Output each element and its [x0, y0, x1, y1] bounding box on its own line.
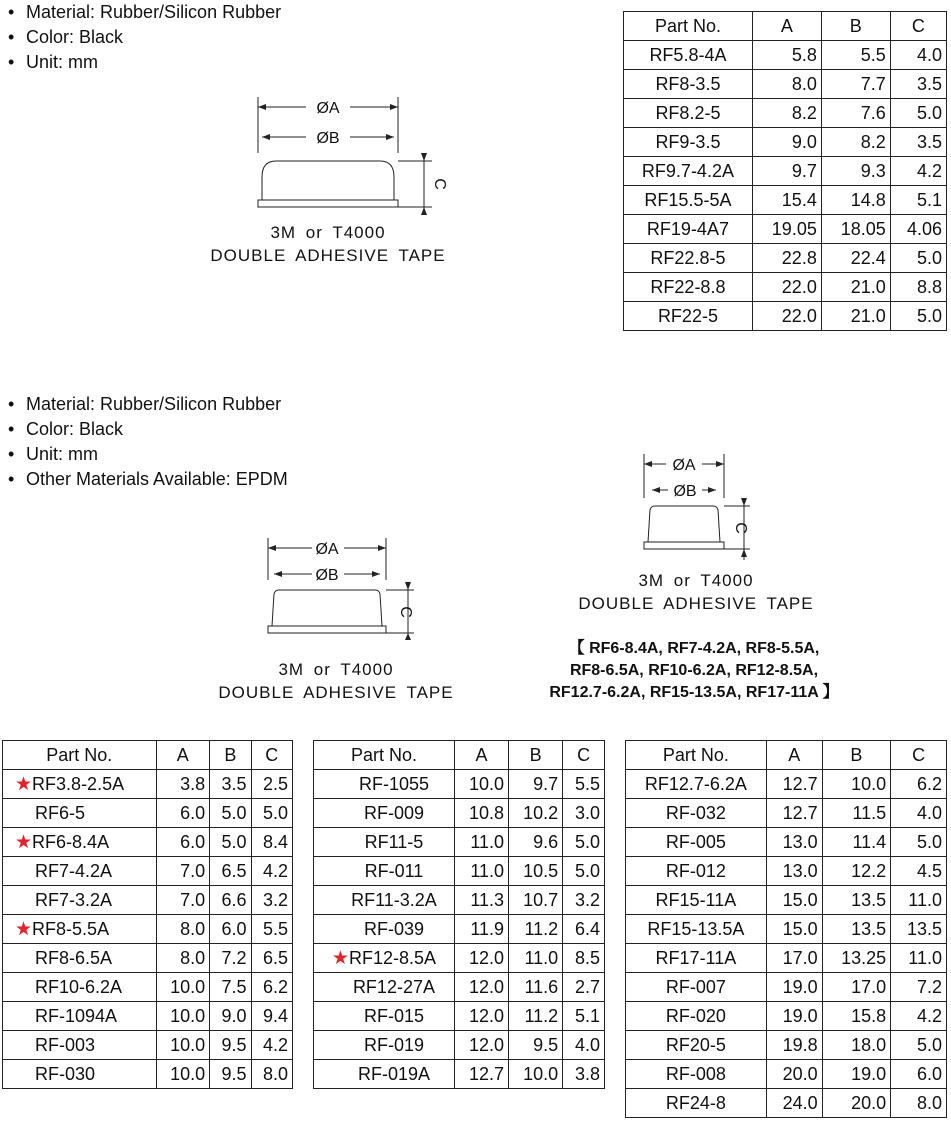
table-row: [314, 915, 605, 944]
cell-dim-b: 9.3: [821, 157, 890, 186]
cell-part-no: RF-008: [626, 1060, 767, 1089]
cell-dim-b: 9.0: [210, 1002, 251, 1031]
cell-dim-c: 6.5: [251, 944, 292, 973]
cell-dim-b: 6.5: [210, 857, 251, 886]
cell-dim-c: 3.5: [890, 70, 946, 99]
cell-dim-c: 3.2: [251, 886, 292, 915]
header-part-no: Part No.: [626, 741, 767, 770]
bottom-spec-list: [0, 392, 288, 492]
models-line: RF8-6.5A, RF10-6.2A, RF12-8.5A,: [569, 662, 819, 679]
cell-part-no: RF12.7-6.2A: [626, 770, 767, 799]
cell-dim-c: 13.5: [891, 915, 947, 944]
cell-dim-c: 8.0: [891, 1089, 947, 1118]
table-row: [314, 1002, 605, 1031]
table-row: [626, 1089, 947, 1118]
header-dim-a: A: [752, 12, 821, 41]
cell-dim-b: 22.4: [821, 244, 890, 273]
cell-dim-c: 3.2: [563, 886, 605, 915]
cell-dim-a: 8.0: [156, 915, 210, 944]
cell-dim-a: 12.7: [766, 770, 822, 799]
tape-brand-line: 3M or T4000: [638, 571, 754, 590]
header-dim-b: B: [822, 741, 891, 770]
header-dim-a: A: [766, 741, 822, 770]
table-row: [3, 828, 293, 857]
cell-dim-a: 22.8: [752, 244, 821, 273]
table-row: [314, 973, 605, 1002]
cell-part-no: RF5.8-4A: [624, 41, 753, 70]
cell-dim-b: 18.0: [822, 1031, 891, 1060]
tape-brand-line: 3M or T4000: [270, 223, 386, 242]
cell-dim-c: 4.06: [890, 215, 946, 244]
cell-dim-a: 12.0: [454, 1031, 508, 1060]
cell-dim-a: 10.0: [156, 1031, 210, 1060]
cell-dim-a: 10.0: [454, 770, 508, 799]
cell-part-no: RF-005: [626, 828, 767, 857]
bottom-left-tape-label: [198, 658, 474, 704]
spec-material: • Material: Rubber/Silicon Rubber: [0, 392, 288, 417]
table-header-row: [314, 741, 605, 770]
table-row: [3, 886, 293, 915]
header-dim-c: C: [890, 12, 946, 41]
cell-part-no: ★RF6-8.4A: [3, 828, 157, 857]
table-row: [3, 770, 293, 799]
cell-part-no: RF9-3.5: [624, 128, 753, 157]
cell-dim-c: 6.2: [891, 770, 947, 799]
table-row: [626, 944, 947, 973]
cell-dim-a: 12.7: [766, 799, 822, 828]
table-row: [3, 1002, 293, 1031]
cell-dim-b: 7.5: [210, 973, 251, 1002]
dim-b-label: ØB: [315, 567, 339, 584]
cell-dim-a: 12.7: [454, 1060, 508, 1089]
top-spec-list: [0, 0, 281, 75]
cell-dim-b: 21.0: [821, 302, 890, 331]
cell-dim-c: 5.0: [890, 244, 946, 273]
table-row: [624, 186, 947, 215]
cell-dim-b: 9.7: [509, 770, 563, 799]
cell-dim-b: 15.8: [822, 1002, 891, 1031]
cell-dim-b: 10.5: [509, 857, 563, 886]
bottom-parts-table-1: [2, 740, 293, 1089]
table-row: [3, 915, 293, 944]
cell-part-no: RF-003: [3, 1031, 157, 1060]
cell-dim-b: 10.7: [509, 886, 563, 915]
table-row: [626, 1002, 947, 1031]
star-icon: ★: [331, 947, 349, 969]
cell-dim-a: 19.0: [766, 1002, 822, 1031]
cell-dim-a: 8.0: [752, 70, 821, 99]
tape-type-line: DOUBLE ADHESIVE TAPE: [210, 246, 446, 265]
cell-dim-a: 19.0: [766, 973, 822, 1002]
cell-part-no: ★RF8-5.5A: [3, 915, 157, 944]
table-row: [624, 99, 947, 128]
header-dim-c: C: [563, 741, 605, 770]
cell-dim-a: 10.0: [156, 973, 210, 1002]
cell-dim-b: 14.8: [821, 186, 890, 215]
dim-a-label: ØA: [316, 100, 340, 117]
top-bumper-diagram: [240, 95, 450, 215]
cell-dim-b: 5.0: [210, 799, 251, 828]
cell-dim-b: 20.0: [822, 1089, 891, 1118]
cell-dim-b: 7.6: [821, 99, 890, 128]
cell-dim-c: 2.7: [563, 973, 605, 1002]
cell-dim-c: 4.2: [890, 157, 946, 186]
table-row: [3, 944, 293, 973]
cell-dim-a: 24.0: [766, 1089, 822, 1118]
tape-brand-line: 3M or T4000: [278, 660, 394, 679]
table-row: [314, 944, 605, 973]
dim-c-label: C: [431, 178, 448, 190]
cell-part-no: RF-019A: [314, 1060, 455, 1089]
table-row: [314, 1031, 605, 1060]
cell-dim-a: 12.0: [454, 973, 508, 1002]
top-parts-table: [623, 11, 947, 331]
cell-dim-b: 6.0: [210, 915, 251, 944]
cell-part-no: RF8-3.5: [624, 70, 753, 99]
cell-dim-a: 12.0: [454, 1002, 508, 1031]
table-row: [624, 215, 947, 244]
table-row: [314, 886, 605, 915]
cell-dim-b: 7.2: [210, 944, 251, 973]
cell-dim-b: 19.0: [822, 1060, 891, 1089]
cell-part-no: RF19-4A7: [624, 215, 753, 244]
header-dim-a: A: [454, 741, 508, 770]
cell-dim-a: 15.0: [766, 915, 822, 944]
cell-dim-b: 9.5: [210, 1060, 251, 1089]
cell-dim-a: 6.0: [156, 828, 210, 857]
cell-part-no: RF20-5: [626, 1031, 767, 1060]
cell-dim-c: 5.0: [890, 302, 946, 331]
cell-part-no: RF-019: [314, 1031, 455, 1060]
cell-dim-b: 7.7: [821, 70, 890, 99]
cell-dim-a: 5.8: [752, 41, 821, 70]
cell-dim-c: 8.4: [251, 828, 292, 857]
cell-dim-c: 5.0: [891, 1031, 947, 1060]
table-row: [624, 273, 947, 302]
cell-part-no: RF-032: [626, 799, 767, 828]
cell-part-no: RF6-5: [3, 799, 157, 828]
cell-dim-a: 8.0: [156, 944, 210, 973]
cell-part-no: RF22-8.8: [624, 273, 753, 302]
cell-dim-c: 4.2: [251, 1031, 292, 1060]
cell-dim-c: 5.0: [890, 99, 946, 128]
cell-dim-a: 8.2: [752, 99, 821, 128]
header-dim-c: C: [251, 741, 292, 770]
cell-part-no: RF9.7-4.2A: [624, 157, 753, 186]
bottom-left-bumper-diagram: [262, 536, 422, 640]
cell-dim-a: 11.0: [454, 828, 508, 857]
table-row: [3, 973, 293, 1002]
cell-part-no: RF-009: [314, 799, 455, 828]
table-row: [314, 799, 605, 828]
dim-b-label: ØB: [673, 483, 697, 500]
cell-dim-a: 6.0: [156, 799, 210, 828]
table-row: [626, 1031, 947, 1060]
cell-dim-c: 5.1: [890, 186, 946, 215]
cell-part-no: ★RF3.8-2.5A: [3, 770, 157, 799]
cell-dim-b: 5.0: [210, 828, 251, 857]
table-row: [626, 973, 947, 1002]
tape-type-line: DOUBLE ADHESIVE TAPE: [578, 594, 814, 613]
star-icon: ★: [15, 773, 33, 795]
cell-dim-c: 4.5: [891, 857, 947, 886]
header-part-no: Part No.: [314, 741, 455, 770]
table-row: [3, 857, 293, 886]
bottom-parts-table-2: [313, 740, 605, 1089]
cell-dim-b: 11.5: [822, 799, 891, 828]
cell-part-no: RF-1055: [314, 770, 455, 799]
cell-dim-c: 11.0: [891, 944, 947, 973]
dim-a-label: ØA: [315, 541, 339, 558]
cell-dim-c: 6.0: [891, 1060, 947, 1089]
cell-dim-c: 5.0: [251, 799, 292, 828]
cell-dim-c: 5.0: [891, 828, 947, 857]
table-row: [314, 857, 605, 886]
cell-part-no: RF15-13.5A: [626, 915, 767, 944]
cell-dim-c: 9.4: [251, 1002, 292, 1031]
cell-part-no: RF-020: [626, 1002, 767, 1031]
cell-dim-b: 11.0: [509, 944, 563, 973]
cell-part-no: RF24-8: [626, 1089, 767, 1118]
bottom-right-tape-label: [558, 569, 834, 615]
cell-dim-a: 11.9: [454, 915, 508, 944]
cell-dim-b: 17.0: [822, 973, 891, 1002]
cell-dim-a: 10.0: [156, 1060, 210, 1089]
cell-dim-c: 8.0: [251, 1060, 292, 1089]
cell-dim-b: 11.2: [509, 915, 563, 944]
dim-b-label: ØB: [316, 130, 340, 147]
header-dim-b: B: [821, 12, 890, 41]
bottom-right-bumper-diagram: [638, 452, 758, 564]
cell-part-no: RF8-6.5A: [3, 944, 157, 973]
header-part-no: Part No.: [624, 12, 753, 41]
cell-part-no: RF-007: [626, 973, 767, 1002]
cell-dim-c: 3.0: [563, 799, 605, 828]
cell-dim-b: 13.25: [822, 944, 891, 973]
cell-part-no: RF15-11A: [626, 886, 767, 915]
spec-material: • Material: Rubber/Silicon Rubber: [0, 0, 281, 25]
table-header-row: [3, 741, 293, 770]
cell-dim-a: 9.7: [752, 157, 821, 186]
cell-dim-b: 12.2: [822, 857, 891, 886]
header-dim-a: A: [156, 741, 210, 770]
dim-a-label: ØA: [672, 457, 696, 474]
table-row: [314, 1060, 605, 1089]
cell-dim-b: 9.6: [509, 828, 563, 857]
models-line: RF12.7-6.2A, RF15-13.5A, RF17-11A 】: [549, 684, 839, 701]
cell-dim-c: 4.0: [891, 799, 947, 828]
table-row: [3, 1060, 293, 1089]
table-row: [3, 1031, 293, 1060]
cell-dim-a: 9.0: [752, 128, 821, 157]
table-row: [624, 41, 947, 70]
table-row: [314, 770, 605, 799]
star-icon: ★: [15, 918, 33, 940]
cell-part-no: ★RF12-8.5A: [314, 944, 455, 973]
spec-color: • Color: Black: [0, 25, 281, 50]
cell-dim-b: 11.6: [509, 973, 563, 1002]
cell-dim-b: 5.5: [821, 41, 890, 70]
cell-part-no: RF15.5-5A: [624, 186, 753, 215]
cell-dim-a: 19.8: [766, 1031, 822, 1060]
cell-part-no: RF22.8-5: [624, 244, 753, 273]
cell-dim-b: 6.6: [210, 886, 251, 915]
table-row: [626, 770, 947, 799]
cell-part-no: RF8.2-5: [624, 99, 753, 128]
cell-dim-c: 5.1: [563, 1002, 605, 1031]
star-icon: ★: [15, 831, 33, 853]
table-row: [626, 1060, 947, 1089]
cell-dim-a: 17.0: [766, 944, 822, 973]
header-part-no: Part No.: [3, 741, 157, 770]
table-header-row: [624, 12, 947, 41]
cell-dim-a: 12.0: [454, 944, 508, 973]
cell-dim-b: 3.5: [210, 770, 251, 799]
cell-part-no: RF10-6.2A: [3, 973, 157, 1002]
cell-dim-c: 6.4: [563, 915, 605, 944]
header-dim-c: C: [891, 741, 947, 770]
cell-dim-c: 6.2: [251, 973, 292, 1002]
cell-dim-c: 11.0: [891, 886, 947, 915]
cell-part-no: RF-030: [3, 1060, 157, 1089]
cell-dim-a: 10.0: [156, 1002, 210, 1031]
cell-dim-a: 20.0: [766, 1060, 822, 1089]
cell-dim-a: 3.8: [156, 770, 210, 799]
cell-part-no: RF7-3.2A: [3, 886, 157, 915]
cell-dim-a: 22.0: [752, 302, 821, 331]
cell-dim-c: 5.5: [563, 770, 605, 799]
cell-part-no: RF11-5: [314, 828, 455, 857]
spec-color: • Color: Black: [0, 417, 288, 442]
cell-dim-b: 10.0: [509, 1060, 563, 1089]
cell-dim-b: 11.2: [509, 1002, 563, 1031]
spec-other-materials: • Other Materials Available: EPDM: [0, 467, 288, 492]
table-row: [624, 157, 947, 186]
cell-dim-a: 15.4: [752, 186, 821, 215]
header-dim-b: B: [210, 741, 251, 770]
cell-dim-a: 19.05: [752, 215, 821, 244]
cell-dim-b: 9.5: [210, 1031, 251, 1060]
top-tape-label: [190, 221, 466, 267]
spec-unit: • Unit: mm: [0, 442, 288, 467]
cell-dim-c: 5.5: [251, 915, 292, 944]
cell-dim-a: 22.0: [752, 273, 821, 302]
cell-part-no: RF12-27A: [314, 973, 455, 1002]
cell-dim-b: 10.0: [822, 770, 891, 799]
table-row: [3, 799, 293, 828]
cell-dim-b: 8.2: [821, 128, 890, 157]
cell-dim-b: 13.5: [822, 915, 891, 944]
table-header-row: [626, 741, 947, 770]
cell-dim-a: 7.0: [156, 886, 210, 915]
cell-dim-b: 10.2: [509, 799, 563, 828]
cell-dim-b: 21.0: [821, 273, 890, 302]
cell-part-no: RF11-3.2A: [314, 886, 455, 915]
cell-dim-c: 8.5: [563, 944, 605, 973]
cell-dim-b: 9.5: [509, 1031, 563, 1060]
table-row: [624, 128, 947, 157]
models-line: 【 RF6-8.4A, RF7-4.2A, RF8-5.5A,: [568, 640, 820, 657]
cell-part-no: RF-015: [314, 1002, 455, 1031]
cell-dim-a: 13.0: [766, 828, 822, 857]
cell-dim-b: 11.4: [822, 828, 891, 857]
table-row: [624, 244, 947, 273]
cell-part-no: RF-012: [626, 857, 767, 886]
cell-part-no: RF-1094A: [3, 1002, 157, 1031]
cell-part-no: RF22-5: [624, 302, 753, 331]
tape-type-line: DOUBLE ADHESIVE TAPE: [218, 683, 454, 702]
table-row: [626, 857, 947, 886]
table-row: [626, 915, 947, 944]
cell-part-no: RF-039: [314, 915, 455, 944]
table-row: [624, 70, 947, 99]
cell-dim-c: 7.2: [891, 973, 947, 1002]
cell-dim-c: 8.8: [890, 273, 946, 302]
cell-dim-c: 3.5: [890, 128, 946, 157]
cell-dim-a: 11.3: [454, 886, 508, 915]
cell-dim-c: 4.2: [251, 857, 292, 886]
cell-dim-a: 10.8: [454, 799, 508, 828]
cell-dim-a: 11.0: [454, 857, 508, 886]
cell-dim-b: 18.05: [821, 215, 890, 244]
cell-part-no: RF17-11A: [626, 944, 767, 973]
spec-unit: • Unit: mm: [0, 50, 281, 75]
table-row: [626, 799, 947, 828]
cell-part-no: RF7-4.2A: [3, 857, 157, 886]
table-row: [626, 886, 947, 915]
cell-dim-a: 15.0: [766, 886, 822, 915]
table-row: [314, 828, 605, 857]
applicable-models-note: [508, 638, 880, 704]
cell-dim-c: 3.8: [563, 1060, 605, 1089]
bottom-parts-table-3: [625, 740, 947, 1118]
dim-c-label: C: [732, 522, 749, 534]
cell-dim-b: 13.5: [822, 886, 891, 915]
cell-dim-c: 4.0: [563, 1031, 605, 1060]
table-row: [626, 828, 947, 857]
table-row: [624, 302, 947, 331]
dim-c-label: C: [397, 606, 414, 618]
cell-dim-c: 4.2: [891, 1002, 947, 1031]
cell-dim-c: 5.0: [563, 857, 605, 886]
cell-dim-c: 2.5: [251, 770, 292, 799]
cell-dim-c: 4.0: [890, 41, 946, 70]
cell-dim-a: 7.0: [156, 857, 210, 886]
cell-dim-c: 5.0: [563, 828, 605, 857]
cell-part-no: RF-011: [314, 857, 455, 886]
header-dim-b: B: [509, 741, 563, 770]
cell-dim-a: 13.0: [766, 857, 822, 886]
